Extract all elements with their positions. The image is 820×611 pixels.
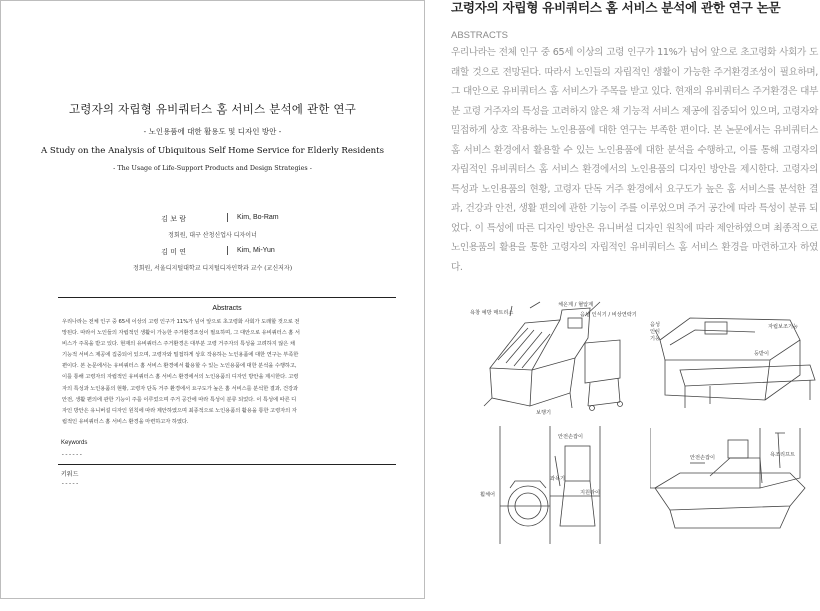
abstract-line: 안전, 생활 편의에 관한 기능이 주를 이루었으며 주거 공간에 따라 특성이 분류 되었다. 이 특성에 따른 디 — [62, 396, 297, 403]
abstract-line: 이를 통해 고령자의 자립적인 유비쿼터스 홈 서비스 환경에서의 노인용품의 디자인 방안을 제시한다. 고령 — [62, 374, 299, 381]
figure-label: 욕조리프트 — [770, 452, 796, 458]
abstract-line: 자의 특성과 노인용품의 현황, 고령자 단독 거주 환경에서 요구도가 높은 홈 서비스를 분석한 결과, 건강과 — [62, 385, 299, 392]
abstract-line: 기능적 서비스 제공에 집중되어 있으며, 고령자와 밀접하게 상호 작용하는 노인용품에 대한 연구는 부족한 — [62, 352, 299, 359]
figure-label: 음성 인식기 / 비상연락기 — [580, 312, 637, 318]
abstracts-label: ABSTRACTS — [451, 30, 509, 41]
author-name-en: Kim, Bo-Ram — [237, 214, 279, 221]
figure-label: 좌욕기 — [550, 476, 566, 482]
keywords-value: ------ — [61, 451, 83, 458]
abstract-line: 비스가 주목을 받고 있다. 현재의 유비쿼터스 주거환경은 대부분 고령 거주자의 특성을 고려하지 않은 채 — [62, 341, 295, 348]
author-name-ko: 김 보 람 — [161, 215, 186, 223]
author-name-en: Kim, Mi-Yun — [237, 247, 275, 254]
figure-label: 휠체어 — [480, 492, 496, 498]
author-separator — [227, 213, 228, 222]
author-1-affiliation: 정회원, 대구 산청신업사 디자이너 — [168, 232, 257, 239]
keywords-ko-label: 키워드 — [61, 472, 79, 478]
keywords-ko-value: ----- — [61, 480, 80, 487]
figure-label: 지원라이 — [580, 490, 601, 496]
paper-subtitle: - 노인용품에 대한 활용도 및 디자인 방안 - — [143, 127, 282, 136]
figure-sofa-illustration — [650, 300, 820, 412]
figure-label: 기능 — [650, 336, 661, 342]
abstract-summary-text: 우리나라는 전체 인구 중 65세 이상의 고령 인구가 11%가 넘어 앞으로 초고령화 사회가 도래할 것으로 전망된다. 따라서 노인들의 자립적인 생활이 가능한 주거환경조성이 필요하며, 그 대안으로 유비쿼터스 홈 서비스가 주목을 받고 있다. 현재의 유비쿼터스 주거환경은 대부분 고령 거주자의 특성을 고려하지 않은 채 기능적 서비스 제공에 집중되어 있으며, 고령자와 밀접하게 상호 작용하는 노인용품에 대한 연구는 부족한 편이다. 본 논문에서는 유비쿼터스 홈 서비스 환경에서 활용할 수 있는 노인용품에 대한 분석을 수행하고, 이를 통해 고령자의 자립적인 유비쿼터스 홈 서비스 환경에서의 노인용품의 디자인 방안을 제시한다. 고령자의 특성과 노인용품의 현황, 고령자 단독 거주 환경에서 요구도가 높은 홈 서비스를 분석한 결과, 건강과 안전, 생활 편의에 관한 기능이 주를 이루었으며 주거 공간에 따라 특성이 분류 되었다. 이 특성에 따른 디자인 방안은 유니버설 디자인 원칙에 따라 제안하였으며 최종적으로 노인용품의 활용을 통한 고령자의 자립적인 유비쿼터스 홈 서비스 환경을 마련하고자 하였다. — [451, 47, 818, 273]
abstract-heading: Abstracts — [212, 305, 242, 312]
paper-english-subtitle: - The Usage of Life-Support Products and Design Strategies - — [113, 164, 312, 172]
paper-title: 고령자의 자립형 유비쿼터스 홈 서비스 분석에 관한 연구 — [68, 102, 357, 116]
bathroom-sketch — [480, 426, 640, 544]
abstract-line: 립적인 유비쿼터스 홈 서비스 환경을 마련하고자 하였다. — [62, 418, 189, 425]
figure-bathtub-illustration — [650, 428, 820, 544]
article-title: 고령자의 자립형 유비쿼터스 홈 서비스 분석에 관한 연구 논문 — [451, 0, 781, 15]
figure-label: 음성 — [650, 322, 661, 328]
figure-label: 안전손잡이 — [690, 455, 716, 461]
keywords-label: Keywords — [61, 440, 88, 446]
figure-label: 체온계 / 혈압계 — [558, 302, 594, 308]
author-separator — [227, 246, 228, 255]
bed-sketch — [470, 298, 640, 416]
figure-bathroom-illustration — [480, 426, 640, 544]
paper-english-title: A Study on the Analysis of Ubiquitous Self Home Service for Elderly Residents — [40, 146, 385, 156]
abstract-line: 자인 방안은 유니버설 디자인 원칙에 따라 제안하였으며 최종적으로 노인용품의 활용을 통한 고령자의 자 — [62, 407, 297, 414]
figure-label: 욕창 예방 매트리스 — [470, 310, 514, 316]
figure-label: 안전손잡이 — [558, 434, 584, 440]
abstract-line: 편이다. 본 논문에서는 유비쿼터스 홈 서비스 환경에서 활용할 수 있는 노인용품에 대한 분석을 수행하고, — [62, 363, 297, 370]
abstract-line: 우리나라는 전체 인구 중 65세 이상의 고령 인구가 11%가 넘어 앞으로 초고령화 사회가 도래할 것으로 전 — [62, 319, 300, 325]
figure-label: 자립보조기능 — [768, 324, 799, 330]
figure-label: 인식 — [650, 329, 661, 335]
abstract-body — [58, 317, 396, 428]
abstract-box — [58, 297, 396, 465]
author-name-ko: 김 미 연 — [161, 248, 186, 256]
bathtub-sketch — [650, 428, 820, 544]
abstract-line: 망된다. 따라서 노인들의 자립적인 생활이 가능한 주거환경조성이 필요하며, 그 대안으로 유비쿼터스 홈 서 — [62, 330, 300, 337]
sofa-sketch — [650, 300, 820, 412]
figure-label: 등받이 — [754, 351, 770, 357]
figure-bed-illustration — [470, 298, 640, 416]
figure-label: 보행기 — [536, 410, 552, 416]
author-2-affiliation: 정회원, 서울디지털대학교 디지털디자인학과 교수 (교신저자) — [132, 265, 293, 272]
